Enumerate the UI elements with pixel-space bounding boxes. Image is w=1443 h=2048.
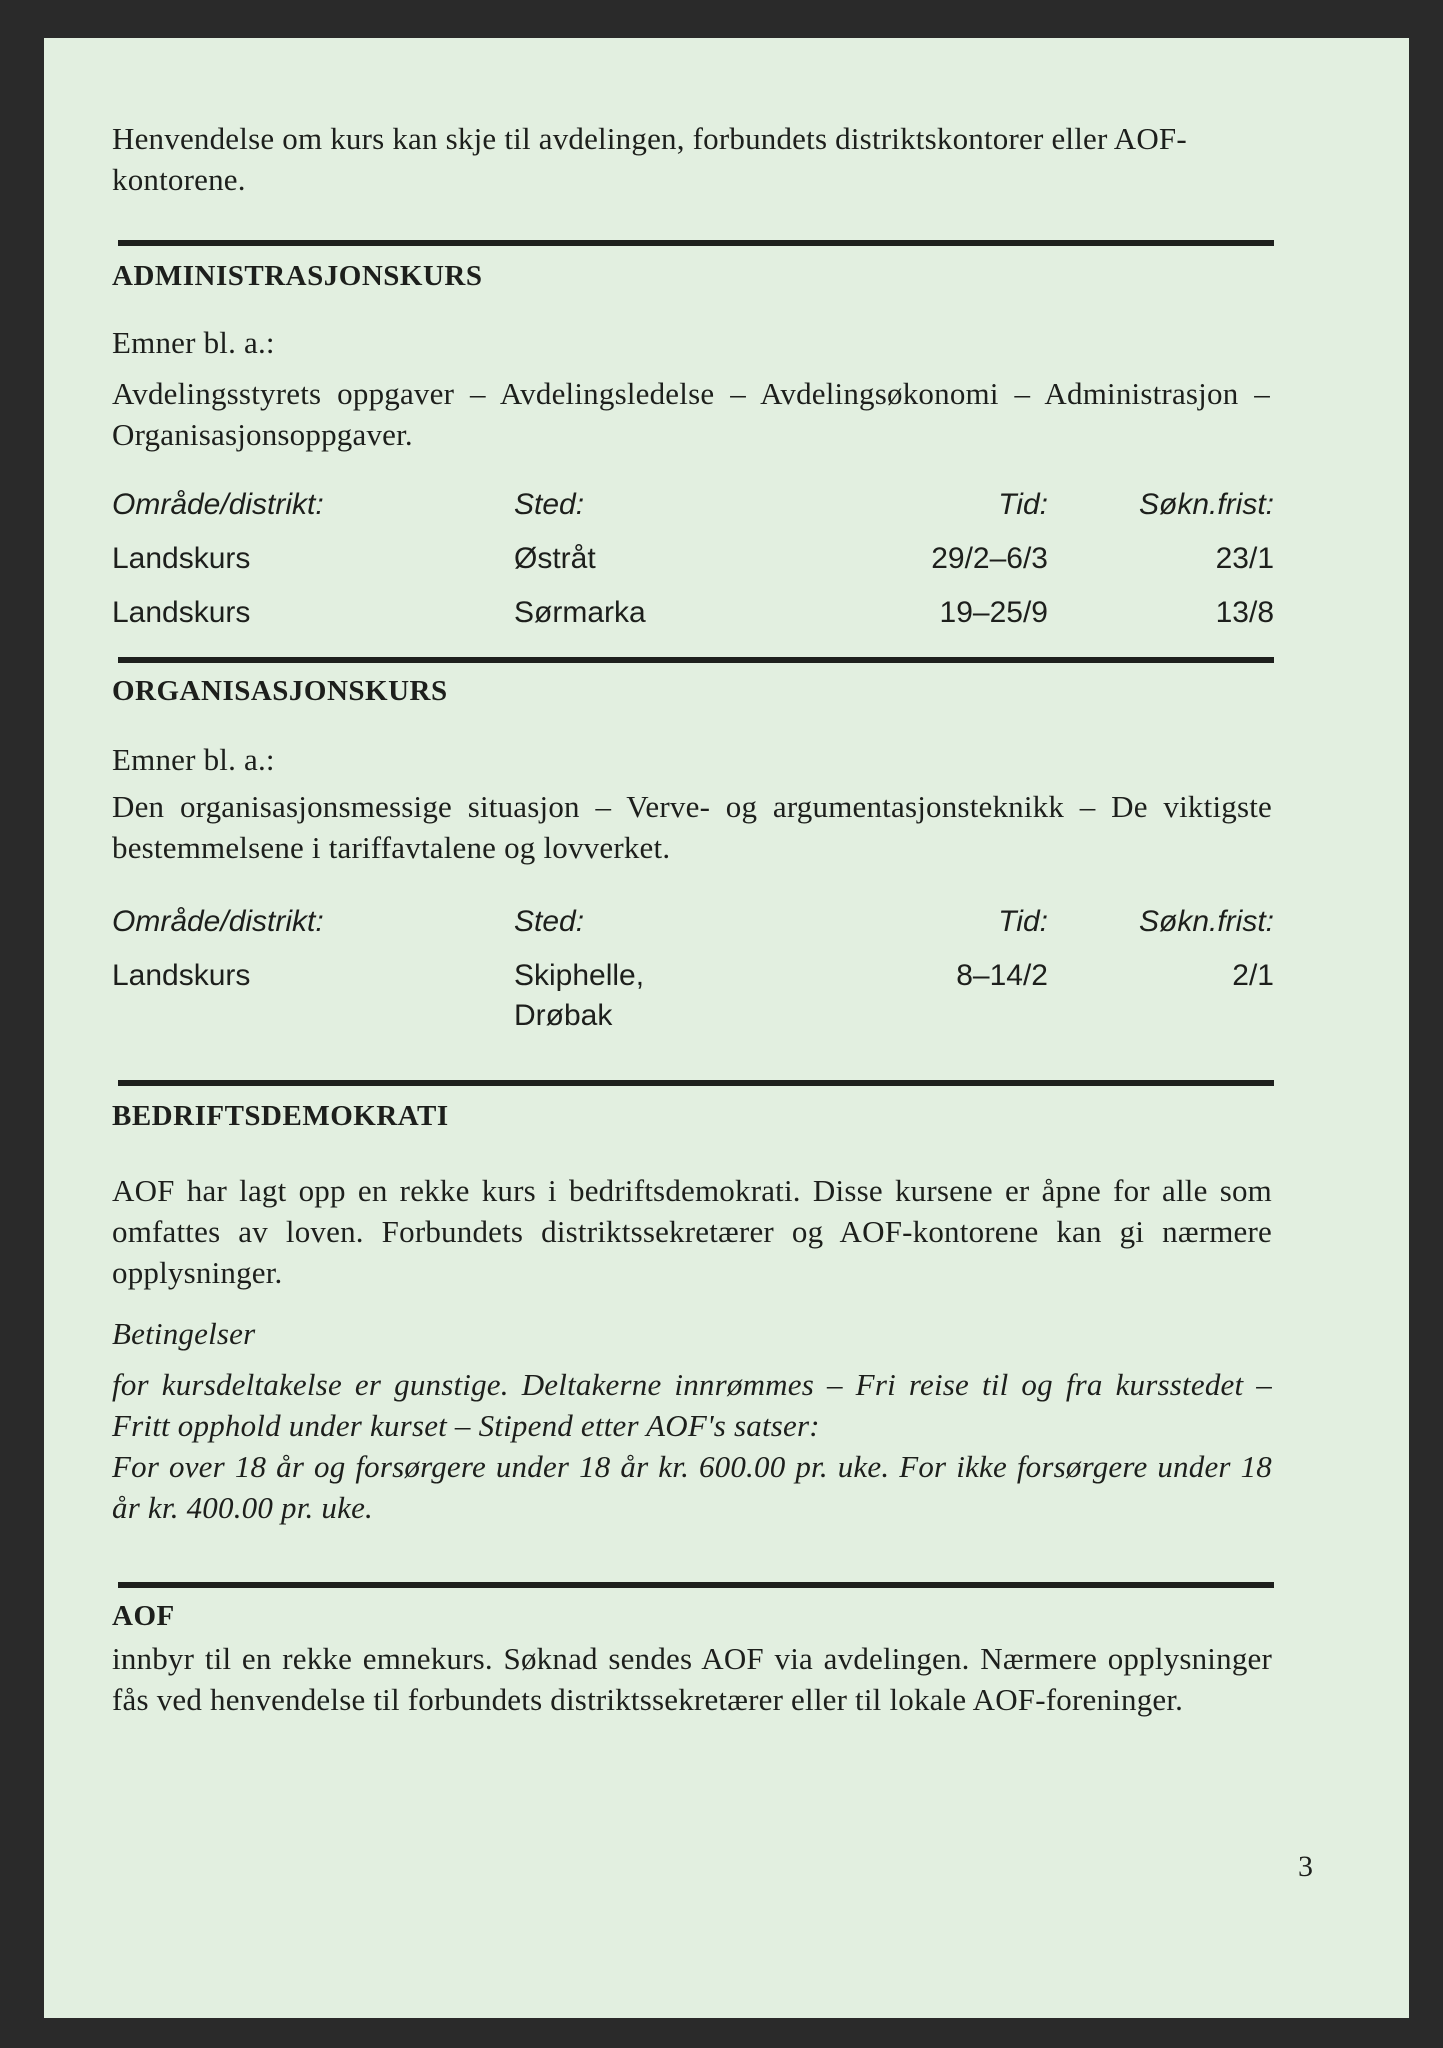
cell-time: 19–25/9 <box>939 596 1048 629</box>
cell-deadline: 23/1 <box>1215 542 1274 575</box>
cell-place: Skiphelle, Drøbak <box>514 959 645 1032</box>
cell-deadline: 2/1 <box>1232 959 1274 992</box>
cell-time: 8–14/2 <box>956 959 1048 992</box>
section-divider <box>118 657 1274 663</box>
cell-deadline: 13/8 <box>1215 596 1274 629</box>
section-title-org: ORGANISASJONSKURS <box>112 675 448 707</box>
admin-course-table <box>112 485 1312 647</box>
section-title-aof: AOF <box>112 1600 175 1632</box>
org-topics-label: Emner bl. a.: <box>112 742 275 777</box>
table-row <box>112 956 1312 1052</box>
header-time: Tid: <box>998 488 1048 521</box>
document-page <box>44 38 1409 2018</box>
section-title-admin: ADMINISTRASJONSKURS <box>112 260 483 292</box>
aof-text: innbyr til en rekke emnekurs. Søknad sendes AOF via avdelingen. Nærmere opplysninger fås ved henvendelse til forbundets distriktssekretærer eller til lokale AOF-foreninger. <box>112 1641 1272 1717</box>
header-area: Område/distrikt: <box>112 905 324 938</box>
page-number: 3 <box>1298 1850 1313 1883</box>
header-place: Sted: <box>514 905 585 938</box>
header-time: Tid: <box>998 905 1048 938</box>
table-header-row <box>112 485 1312 539</box>
section-title-bedrift: BEDRIFTSDEMOKRATI <box>112 1100 449 1132</box>
admin-topics: Avdelingsstyrets oppgaver – Avdelingsledelse – Avdelingsøkonomi – Administrasjon – Organisasjonsoppgaver. <box>112 376 1270 452</box>
cell-area: Landskurs <box>112 542 251 575</box>
cell-place: Østråt <box>514 542 596 575</box>
table-row <box>112 593 1312 647</box>
org-topics: Den organisasjonsmessige situasjon – Verve- og argumentasjonsteknikk – De viktigste bestemmelsene i tariffavtalene og lovverket. <box>112 789 1272 865</box>
cell-area: Landskurs <box>112 596 251 629</box>
header-area: Område/distrikt: <box>112 488 324 521</box>
cell-area: Landskurs <box>112 959 251 992</box>
cell-time: 29/2–6/3 <box>931 542 1048 575</box>
section-divider <box>118 1080 1274 1086</box>
section-divider <box>118 1582 1274 1588</box>
header-deadline: Søkn.frist: <box>1138 488 1274 521</box>
header-place: Sted: <box>514 488 585 521</box>
conditions-label: Betingelser <box>112 1316 256 1351</box>
admin-topics-label: Emner bl. a.: <box>112 325 275 360</box>
header-deadline: Søkn.frist: <box>1138 905 1274 938</box>
bedrift-text: AOF har lagt opp en rekke kurs i bedriftsdemokrati. Disse kursene er åpne for alle som omfattes av loven. Forbundets distriktssekretærer og AOF-kontorene kan gi nærmere opplysninger. <box>112 1173 1272 1290</box>
table-header-row <box>112 902 1312 956</box>
rates-text: For over 18 år og forsørgere under 18 år kr. 600.00 pr. uke. For ikke forsørgere under 18 år kr. 400.00 pr. uke. <box>112 1449 1272 1525</box>
conditions-text: for kursdeltakelse er gunstige. Deltakerne innrømmes – Fri reise til og fra kursstedet – Fritt opphold under kurset – Stipend etter AOF's satser: <box>112 1367 1272 1443</box>
section-divider <box>118 240 1274 246</box>
table-row <box>112 539 1312 593</box>
page-content <box>112 118 1312 1720</box>
org-course-table <box>112 902 1312 1052</box>
cell-place: Sørmarka <box>514 596 646 629</box>
intro-paragraph: Henvendelse om kurs kan skje til avdelingen, forbundets distriktskontorer eller AOF-kontorene. <box>112 121 1187 197</box>
